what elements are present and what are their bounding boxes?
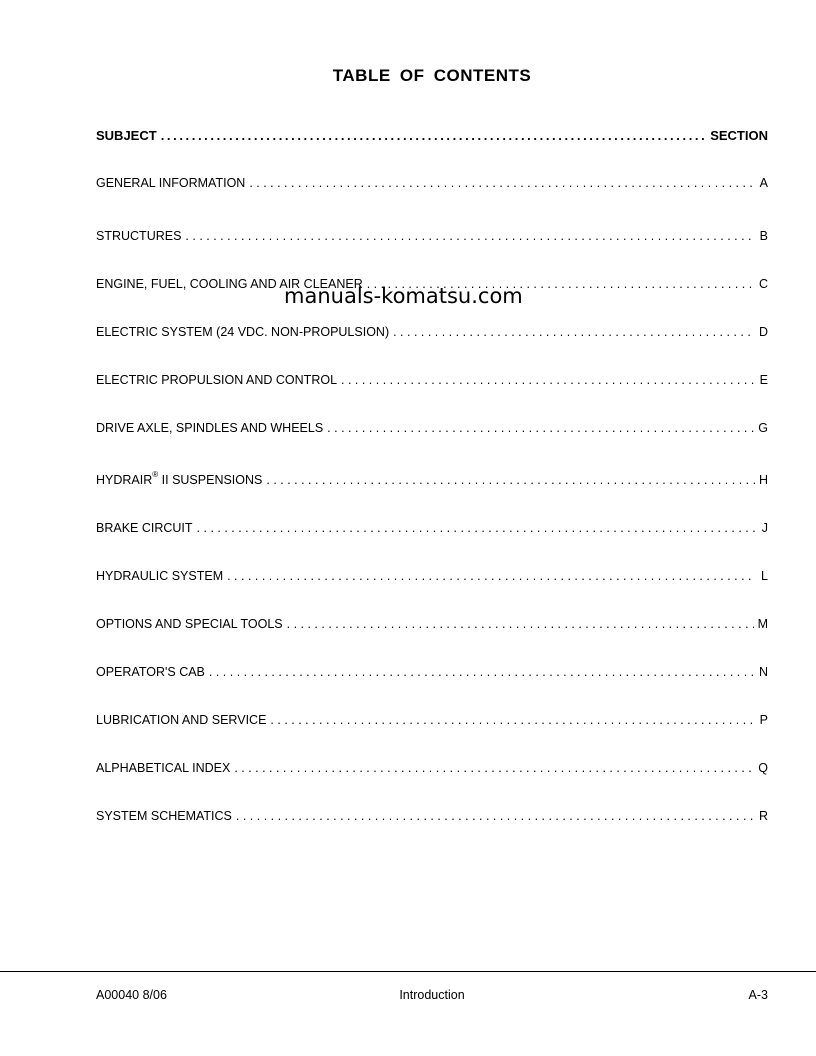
toc-leader-dots: [393, 325, 755, 339]
toc-entry-section: D: [758, 325, 768, 339]
footer-doc-number: A00040 8/06: [96, 988, 167, 1002]
toc-entry-label: ELECTRIC PROPULSION AND CONTROL: [96, 373, 338, 387]
toc-entry-section: G: [758, 421, 768, 435]
toc-entry[interactable]: [96, 617, 768, 635]
toc-entry[interactable]: [96, 809, 768, 827]
toc-entry-label: OPTIONS AND SPECIAL TOOLS: [96, 617, 283, 631]
watermark: manuals-komatsu.com: [284, 284, 523, 308]
toc-leader-dots: [341, 373, 756, 387]
toc-entry-label: [96, 470, 263, 487]
toc-entry-section: E: [759, 373, 768, 387]
toc-entry[interactable]: [96, 229, 768, 247]
toc-entry-label: STRUCTURES: [96, 229, 182, 243]
toc-entry[interactable]: [96, 569, 768, 587]
toc-entry-label-main: HYDRAIR: [96, 473, 153, 487]
toc-entry[interactable]: [96, 176, 768, 194]
toc-entry-label: ENGINE, FUEL, COOLING AND AIR CLEANER: [96, 277, 363, 291]
toc-entry-label: BRAKE CIRCUIT: [96, 521, 193, 535]
toc-entry-section: L: [761, 569, 768, 583]
toc-entry-section: B: [759, 229, 768, 243]
toc-entry-label: OPERATOR'S CAB: [96, 665, 205, 679]
toc-leader-dots: [270, 713, 755, 727]
toc-entry-label: LUBRICATION AND SERVICE: [96, 713, 267, 727]
toc-header-section: SECTION: [710, 128, 768, 143]
toc-leader-dots: [227, 569, 756, 583]
toc-entry[interactable]: [96, 761, 768, 779]
toc-leader-dots: [161, 128, 707, 143]
toc-entry-section: Q: [758, 761, 768, 775]
toc-entry[interactable]: [96, 713, 768, 731]
page-title: TABLE OF CONTENTS: [332, 66, 532, 85]
toc-leader-dots: [197, 521, 756, 535]
toc-leader-dots: [234, 761, 754, 775]
footer-divider: [0, 971, 816, 972]
toc-leader-dots: [236, 809, 755, 823]
toc-entry-section: R: [758, 809, 768, 823]
toc-entry-section: N: [758, 665, 768, 679]
toc-entry[interactable]: [96, 470, 768, 491]
toc-entry[interactable]: [96, 373, 768, 391]
toc-entry-label-suffix: II SUSPENSIONS: [158, 473, 263, 487]
registered-mark: ®: [152, 470, 159, 479]
toc-header-subject: SUBJECT: [96, 128, 157, 143]
toc-entry[interactable]: [96, 521, 768, 539]
toc-entry-section: H: [758, 473, 768, 487]
toc-entry-section: A: [759, 176, 768, 190]
toc-leader-dots: [209, 665, 755, 679]
toc-leader-dots: [185, 229, 755, 243]
toc-leader-dots: [266, 473, 755, 487]
toc-entry[interactable]: [96, 665, 768, 683]
toc-entry-label: ALPHABETICAL INDEX: [96, 761, 231, 775]
toc-entry-label: HYDRAULIC SYSTEM: [96, 569, 224, 583]
toc-entry[interactable]: [96, 421, 768, 439]
toc-leader-dots: [327, 421, 754, 435]
footer-page-number: A-3: [748, 988, 768, 1002]
toc-entry-label: GENERAL INFORMATION: [96, 176, 246, 190]
toc-leader-dots: [249, 176, 755, 190]
toc-entry-section: P: [759, 713, 768, 727]
toc-leader-dots: [287, 617, 754, 631]
toc-entry-section: M: [757, 617, 768, 631]
toc-entry-section: J: [761, 521, 768, 535]
toc-entry-label: DRIVE AXLE, SPINDLES AND WHEELS: [96, 421, 324, 435]
toc-entry[interactable]: [96, 325, 768, 343]
toc-entry-label: ELECTRIC SYSTEM (24 VDC. NON-PROPULSION): [96, 325, 390, 339]
toc-header: [96, 128, 768, 146]
footer-section-name: Introduction: [399, 988, 465, 1002]
toc-entry-section: C: [758, 277, 768, 291]
toc-entry-label: SYSTEM SCHEMATICS: [96, 809, 232, 823]
